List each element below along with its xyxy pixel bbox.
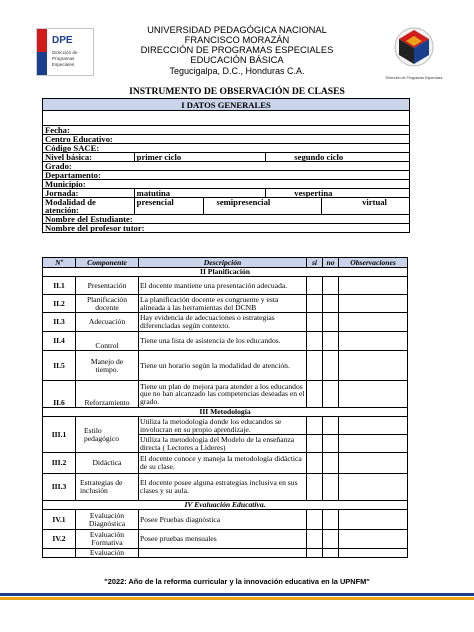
table-row xyxy=(43,453,408,474)
table-row xyxy=(43,277,408,295)
no-cell[interactable] xyxy=(323,417,339,435)
row-component: Manejo de tiempo. xyxy=(76,351,139,381)
row-component: Control xyxy=(76,332,139,351)
row-component: Evaluación Formativa xyxy=(76,530,139,549)
row-component: Presentación xyxy=(76,277,139,295)
observaciones-cell[interactable] xyxy=(339,417,408,435)
observaciones-cell[interactable] xyxy=(339,435,408,453)
section-metodologia: III Metodología xyxy=(43,408,408,417)
area-line: EDUCACIÓN BÁSICA xyxy=(190,54,284,65)
si-cell[interactable] xyxy=(307,474,323,501)
location-line: Tegucigalpa, D.C., Honduras C.A. xyxy=(169,66,305,76)
si-cell[interactable] xyxy=(307,332,323,351)
row-code: III.3 xyxy=(43,474,76,501)
table-row xyxy=(43,510,408,530)
no-cell[interactable] xyxy=(323,549,339,558)
si-cell[interactable] xyxy=(307,277,323,295)
row-description: Posee Pruebas diagnóstica xyxy=(139,510,307,530)
table-row xyxy=(43,530,408,549)
si-cell[interactable] xyxy=(307,295,323,313)
si-cell[interactable] xyxy=(307,549,323,558)
row-component: Estilo pedagógico xyxy=(76,417,139,453)
general-data-table xyxy=(42,98,410,233)
no-cell[interactable] xyxy=(323,351,339,381)
row-description: El docente conoce y maneja la metodología didáctica de su clase. xyxy=(139,453,307,474)
table-row xyxy=(43,351,408,381)
row-description: Hay evidencia de adecuaciones o estrategias diferenciadas según contexto. xyxy=(139,313,307,332)
no-cell[interactable] xyxy=(323,295,339,313)
observation-table xyxy=(42,257,408,558)
si-cell[interactable] xyxy=(307,510,323,530)
si-cell[interactable] xyxy=(307,351,323,381)
section-evaluacion: IV Evaluación Educativa. xyxy=(43,501,408,510)
option-primer-ciclo[interactable]: primer ciclo xyxy=(134,153,266,162)
observaciones-cell[interactable] xyxy=(339,332,408,351)
row-component: Reforzamiento xyxy=(76,381,139,408)
no-cell[interactable] xyxy=(323,453,339,474)
col-header-no: no xyxy=(323,258,339,268)
si-cell[interactable] xyxy=(307,530,323,549)
field-jornada[interactable]: Jornada: xyxy=(43,189,135,198)
logo-subtitle: Dirección de Programas Especiales xyxy=(52,50,78,67)
row-code: II.3 xyxy=(43,313,76,332)
option-presencial[interactable]: presencial xyxy=(134,198,204,215)
table-row xyxy=(43,381,408,408)
field-municipio[interactable]: Municipio: xyxy=(43,180,410,189)
row-component: Planificación docente xyxy=(76,295,139,313)
si-cell[interactable] xyxy=(307,417,323,435)
no-cell[interactable] xyxy=(323,313,339,332)
table-row xyxy=(43,417,408,435)
row-description: Tiene un horario según la modalidad de atención. xyxy=(139,351,307,381)
row-component: Didáctica xyxy=(76,453,139,474)
general-data-heading: I DATOS GENERALES xyxy=(43,99,410,111)
field-fecha[interactable]: Fecha: xyxy=(43,126,410,135)
option-segundo-ciclo[interactable]: segundo ciclo xyxy=(266,153,410,162)
row-description: Posee pruebas mensuales xyxy=(139,530,307,549)
row-code: III.1 xyxy=(43,417,76,453)
table-row xyxy=(43,332,408,351)
footer-slogan: "2022: Año de la reforma curricular y la innovación educativa en la UPNFM" xyxy=(104,577,370,586)
col-header-numero: Nº xyxy=(43,258,76,268)
row-description: Tiene una lista de asistencia de los educandos. xyxy=(139,332,307,351)
table-row xyxy=(43,313,408,332)
general-data-spacer xyxy=(43,111,410,126)
field-centro-educativo[interactable]: Centro Educativo: xyxy=(43,135,410,144)
col-header-descripcion: Descripción xyxy=(139,258,307,268)
observaciones-cell[interactable] xyxy=(339,277,408,295)
university-line: UNIVERSIDAD PEDAGÓGICA NACIONAL xyxy=(147,24,327,35)
row-component: Estrategias de inclusión xyxy=(76,474,139,501)
row-description: Tiene un plan de mejora para atender a los educandos que no han alcanzado las competencias deseadas en el grado. xyxy=(139,381,307,408)
field-codigo-sace[interactable]: Código SACE: xyxy=(43,144,410,153)
field-departamento[interactable]: Departamento: xyxy=(43,171,410,180)
direction-line: DIRECCIÓN DE PROGRAMAS ESPECIALES xyxy=(140,44,334,55)
col-header-componente: Componente xyxy=(76,258,139,268)
row-component: Adecuación xyxy=(76,313,139,332)
field-nombre-profesor[interactable]: Nombre del profesor tutor: xyxy=(43,224,410,233)
observaciones-cell[interactable] xyxy=(339,530,408,549)
observaciones-cell[interactable] xyxy=(339,510,408,530)
field-nombre-estudiante[interactable]: Nombre del Estudiante: xyxy=(43,215,410,224)
option-semipresencial[interactable]: semipresencial xyxy=(204,198,322,215)
footer-blue-band xyxy=(0,593,474,596)
option-matutina[interactable]: matutina xyxy=(134,189,266,198)
observaciones-cell[interactable] xyxy=(339,313,408,332)
observaciones-cell[interactable] xyxy=(339,549,408,558)
no-cell[interactable] xyxy=(323,332,339,351)
row-code: II.4 xyxy=(43,332,76,351)
row-description: El docente posee alguna estrategias inclusiva en sus clases y su aula. xyxy=(139,474,307,501)
col-header-si: si xyxy=(307,258,323,268)
section-planificacion: II Planificación xyxy=(43,268,408,277)
option-vespertina[interactable]: vespertina xyxy=(266,189,410,198)
observaciones-cell[interactable] xyxy=(339,474,408,501)
col-header-observaciones: Observaciones xyxy=(339,258,408,268)
no-cell[interactable] xyxy=(323,510,339,530)
document-title: INSTRUMENTO DE OBSERVACIÓN DE CLASES xyxy=(129,86,345,97)
field-modalidad[interactable]: Modalidad de atención: xyxy=(43,198,135,215)
row-code: II.2 xyxy=(43,295,76,313)
row-component: Evaluación Diagnóstica xyxy=(76,510,139,530)
table-row xyxy=(43,295,408,313)
emblem-caption: Dirección de Programas Especiales xyxy=(385,76,443,80)
footer-gold-band xyxy=(0,597,474,600)
no-cell[interactable] xyxy=(323,381,339,408)
row-code: II.1 xyxy=(43,277,76,295)
si-cell[interactable] xyxy=(307,435,323,453)
row-code: IV.1 xyxy=(43,510,76,530)
university-name-line: FRANCISCO MORAZÁN xyxy=(184,34,290,45)
si-cell[interactable] xyxy=(307,313,323,332)
row-description: El docente mantiene una presentación adecuada. xyxy=(139,277,307,295)
row-code xyxy=(43,549,76,558)
observaciones-cell[interactable] xyxy=(339,295,408,313)
row-description xyxy=(139,549,307,558)
row-code: II.5 xyxy=(43,351,76,381)
row-code: IV.2 xyxy=(43,530,76,549)
observaciones-cell[interactable] xyxy=(339,453,408,474)
no-cell[interactable] xyxy=(323,474,339,501)
row-description: Utiliza la metodología del Modelo de la enseñanza directa ( Lectores a Lideres) xyxy=(139,435,307,453)
option-virtual[interactable]: virtual xyxy=(322,198,410,215)
row-description: Utiliza la metodología donde los educandos se involucran en su propio aprendizaje. xyxy=(139,417,307,435)
observaciones-cell[interactable] xyxy=(339,381,408,408)
field-grado[interactable]: Grado: xyxy=(43,162,410,171)
row-code: III.2 xyxy=(43,453,76,474)
table-row xyxy=(43,549,408,558)
si-cell[interactable] xyxy=(307,453,323,474)
row-code: II.6 xyxy=(43,381,76,408)
no-cell[interactable] xyxy=(323,530,339,549)
observaciones-cell[interactable] xyxy=(339,351,408,381)
row-component: Evaluación xyxy=(76,549,139,558)
si-cell[interactable] xyxy=(307,381,323,408)
logo-acronym: DPE xyxy=(52,35,73,46)
no-cell[interactable] xyxy=(323,277,339,295)
field-nivel-basica[interactable]: Nivel básica: xyxy=(43,153,135,162)
row-description: La planificación docente es congruente y esta alineada a las herramientas del DCNB xyxy=(139,295,307,313)
no-cell[interactable] xyxy=(323,435,339,453)
table-row xyxy=(43,474,408,501)
